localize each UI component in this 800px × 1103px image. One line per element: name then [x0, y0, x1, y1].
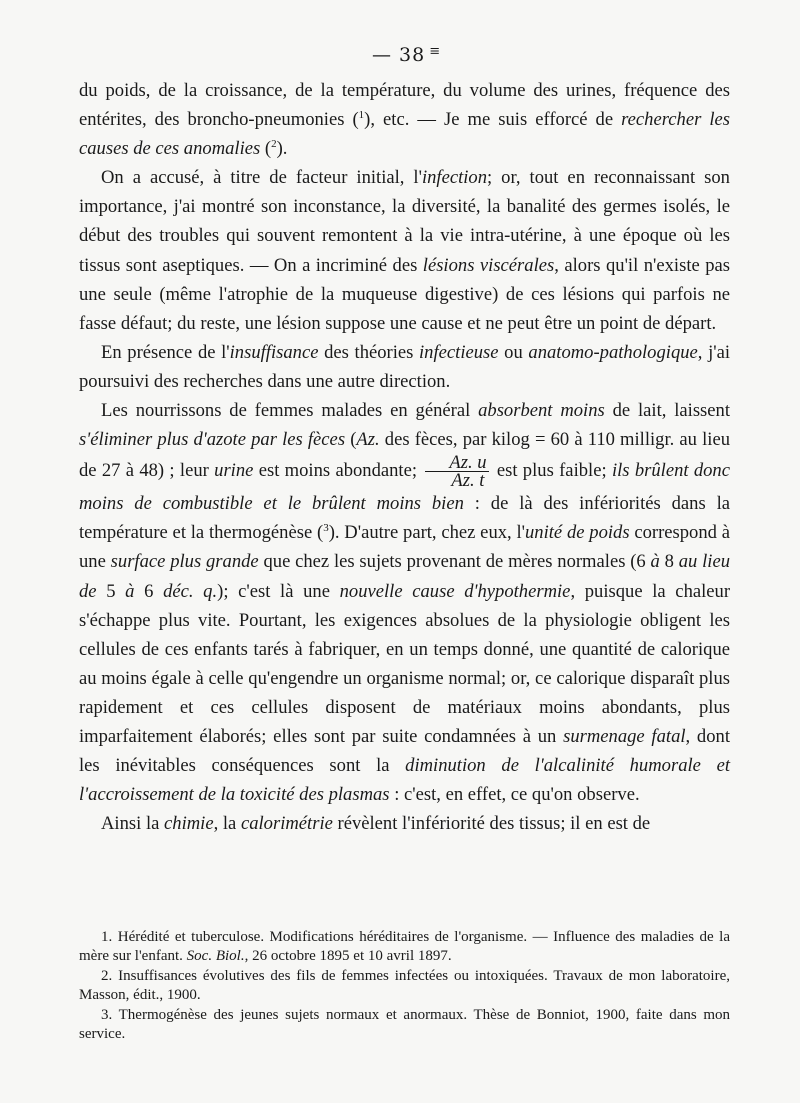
text-run: de lait, laissent	[604, 400, 731, 422]
text-run: ). D'autre part, chez eux, l'	[328, 522, 525, 544]
italic-text: rechercher les causes de ces anomalies	[79, 109, 730, 160]
paragraph	[79, 396, 730, 809]
italic-text: au lieu de	[79, 551, 731, 602]
italic-text: déc. q.	[163, 580, 218, 602]
text-run: 1. Hérédité et tuberculose. Modifications héréditaires de l'organisme. — Influence des maladies de la mère sur l'enfant.	[79, 929, 730, 964]
fraction-denominator: Az. t	[451, 470, 485, 492]
italic-text: ils brûlent donc moins de combustible et le brûlent moins bien	[79, 459, 730, 515]
paragraph	[79, 338, 730, 396]
text-run: On a accusé, à titre de facteur initial, l'	[101, 167, 422, 189]
italic-text: Soc. Biol.	[186, 947, 245, 964]
page-number	[372, 44, 441, 66]
text-run: En présence de l'	[101, 341, 230, 363]
text-run: (	[345, 429, 357, 451]
body-text	[79, 76, 730, 838]
text-run: , alors qu'il n'existe pas une seule (même l'atrophie de la muqueuse digestive) de ces lésions qui parfois ne fasse défaut; du reste, une lésion suppose une cause et ne peut être un point de départ.	[79, 254, 730, 334]
text-run: , dont les inévitables conséquences sont la	[79, 725, 730, 777]
text-run: que chez les sujets provenant de mères normales (6	[258, 551, 651, 573]
italic-text: infectieuse	[419, 341, 499, 363]
text-run: est moins abondante;	[253, 459, 423, 481]
italic-text: chimie	[164, 813, 214, 835]
footnote	[79, 928, 730, 965]
paragraph	[79, 76, 730, 163]
text-run: ), etc. — Je me suis efforcé de	[364, 109, 622, 131]
italic-text: absorbent moins	[478, 400, 605, 422]
text-run: des théories	[318, 341, 420, 363]
italic-text: urine	[214, 459, 254, 481]
text-run: : de là des infériorités dans la température et la thermogénèse (	[79, 493, 730, 544]
text-run: 5	[96, 580, 126, 602]
text-run: ; or, tout en reconnaissant son importance, j'ai montré son inconstance, la diversité, la banalité des germes isolés, le début des troubles qui souvent remontent à la vie intra-utérine, à une époque où les tissus sont aseptiques. — On a incriminé des	[79, 167, 730, 276]
fraction-formula	[425, 452, 488, 492]
italic-text: s'éliminer plus d'azote par les fèces	[79, 429, 346, 451]
text-run: , la	[213, 813, 241, 835]
footnote	[79, 1006, 730, 1043]
italic-text: infection	[421, 167, 487, 189]
text-run: des fèces, par kilog = 60 à 110 milligr. au lieu de 27 à 48) ; leur	[79, 429, 731, 481]
text-run: : c'est, en effet, ce qu'on observe.	[389, 784, 640, 806]
text-run: ); c'est là une	[217, 580, 340, 602]
text-run: ou	[498, 341, 529, 363]
page-number-mark: ≡	[429, 44, 442, 59]
text-run: est plus faible;	[491, 459, 612, 481]
fraction-numerator: Az. u	[425, 454, 488, 472]
text-run: , puisque la chaleur s'échappe plus vite. Pourtant, les exigences absolues de la physiologie obligent les cellules de ces enfants tarés à fabriquer, en un temps donné, une quantité de calorique au moins égale à celle qu'engendre un organisme normal; or, ce calorique disparaît plus rapidement et ces cellules disposent de matériaux moins abondants, plus imparfaitement élaborés; elles sont par suite condamnées à un	[79, 580, 731, 747]
italic-text: surmenage fatal	[563, 725, 686, 747]
text-run: ).	[276, 138, 288, 160]
footnote-ref: 1	[358, 108, 365, 121]
italic-text: lésions viscérales	[422, 254, 555, 276]
italic-text: à	[650, 551, 660, 573]
text-run: , 26 octobre 1895 et 10 avril 1897.	[244, 947, 452, 964]
footnote-ref: 3	[323, 522, 329, 535]
text-run: 2. Insuffisances évolutives des fils de femmes infectées ou intoxiquées. Travaux de mon laboratoire, Masson, édit., 1900.	[79, 968, 730, 1003]
page-number-text: — 38	[372, 44, 426, 66]
text-run: 3. Thermogénèse des jeunes sujets normaux et anormaux. Thèse de Bonniot, 1900, faite dans mon service.	[79, 1007, 730, 1042]
text-run: Les nourrissons de femmes malades en général	[101, 400, 479, 422]
text-run: , j'ai poursuivi des recherches dans une autre direction.	[79, 341, 731, 392]
text-run: 6	[134, 580, 164, 602]
italic-text: Az.	[356, 429, 380, 451]
text-run: (	[260, 138, 272, 160]
italic-text: à	[125, 580, 135, 602]
footnote-ref: 2	[271, 138, 277, 150]
text-run: correspond à une	[79, 522, 730, 573]
italic-text: diminution de l'alcalinité humorale et l'accroissement de la toxicité des plasmas	[79, 755, 730, 806]
italic-text: insuffisance	[229, 341, 319, 363]
text-run: révèlent l'infériorité des tissus; il en est de	[332, 813, 651, 835]
italic-text: calorimétrie	[240, 813, 333, 835]
italic-text: anatomo-pathologique	[528, 341, 698, 363]
italic-text: nouvelle cause d'hypothermie	[339, 580, 571, 602]
italic-text: unité de poids	[524, 522, 630, 544]
footnote	[79, 967, 730, 1004]
text-run: 8	[659, 551, 679, 573]
paragraph	[79, 809, 730, 838]
footnotes	[79, 928, 730, 1046]
text-run: du poids, de la croissance, de la température, du volume des urines, fréquence des entérites, des broncho-pneumonies (	[79, 80, 730, 131]
paragraph	[79, 163, 730, 338]
italic-text: surface plus grande	[110, 551, 259, 573]
text-run: Ainsi la	[101, 813, 165, 835]
